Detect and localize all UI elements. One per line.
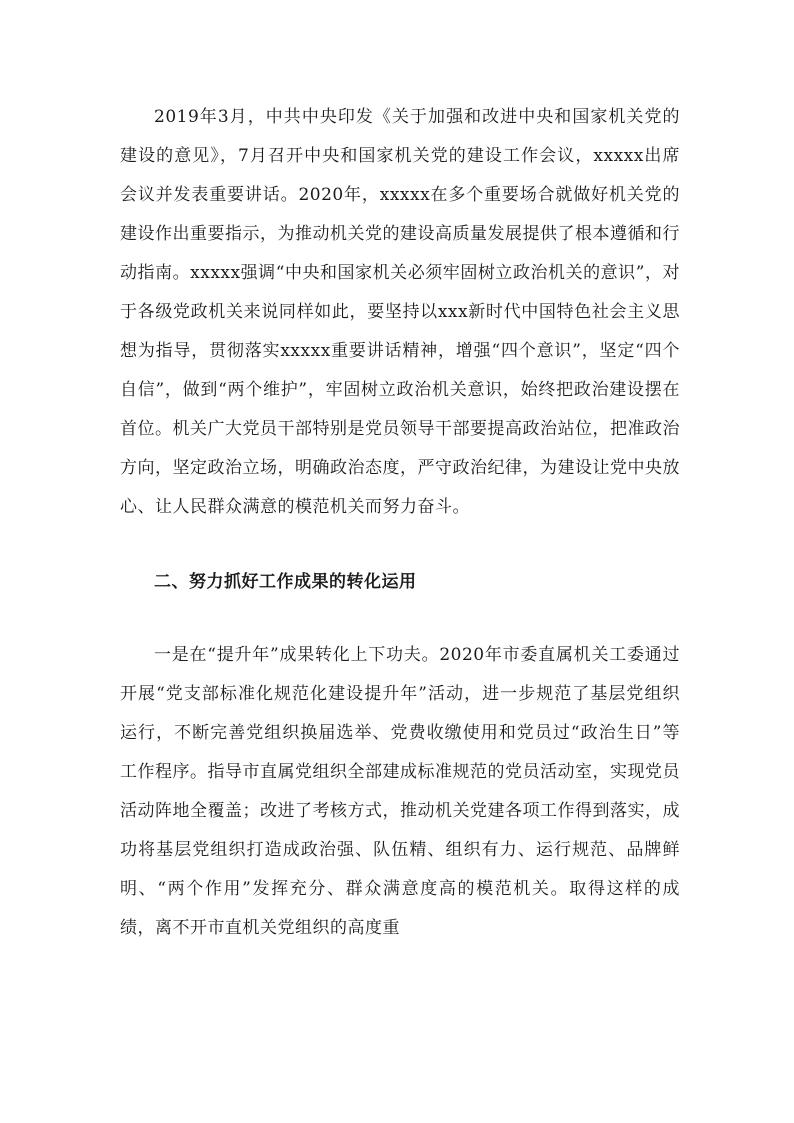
section-heading: 二、努力抓好工作成果的转化运用 [154, 572, 417, 592]
body-paragraph: 一是在“提升年”成果转化上下功夫。2020年市委直属机关工委通过开展“党支部标准化规范化建设提升年”活动，进一步规范了基层党组织运行，不断完善党组织换届选举、党费收缴使用和党员过“政治生日”等工作程序。指导市直属党组织全部建成标准规范的党员活动室，实现党员活动阵地全覆盖；改进了考核方式，推动机关党建各项工作得到落实，成功将基层党组织打造成政治强、队伍精、组织有力、运行规范、品牌鲜明、“两个作用”发挥充分、群众满意度高的模范机关。取得这样的成绩，离不开市直机关党组织的高度重 [120, 645, 680, 938]
document-page [120, 98, 680, 948]
body-paragraph: 2019年3月，中共中央印发《关于加强和改进中央和国家机关党的建设的意见》，7月召开中央和国家机关党的建设工作会议，xxxxx出席会议并发表重要讲话。2020年，xxxxx在多个重要场合就做好机关党的建设作出重要指示，为推动机关党的建设高质量发展提供了根本遵循和行动指南。xxxxx强调“中央和国家机关必须牢固树立政治机关的意识”，对于各级党政机关来说同样如此，要坚持以xxx新时代中国特色社会主义思想为指导，贯彻落实xxxxx重要讲话精神，增强“四个意识”，坚定“四个自信”，做到“两个维护”，牢固树立政治机关意识，始终把政治建设摆在首位。机关广大党员干部特别是党员领导干部要提高政治站位，把准政治方向，坚定政治立场，明确政治态度，严守政治纪律，为建设让党中央放心、让人民群众满意的模范机关而努力奋斗。 [120, 107, 680, 517]
